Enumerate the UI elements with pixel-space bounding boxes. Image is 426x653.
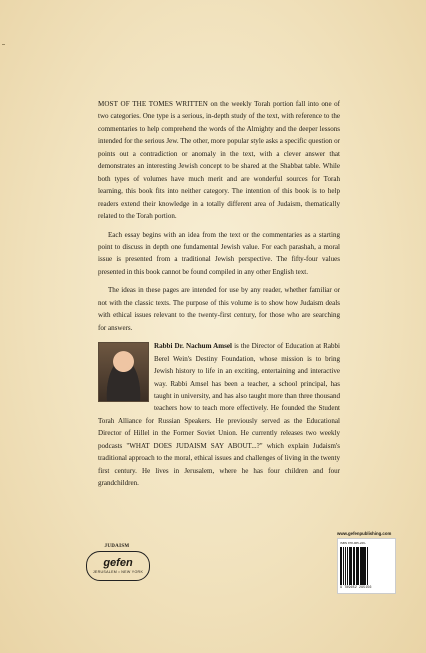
publisher-website: www.gefenpublishing.com xyxy=(337,531,392,536)
isbn-number: 9 789652 295156 xyxy=(340,586,372,590)
barcode-bars xyxy=(340,547,393,585)
crop-mark xyxy=(2,44,5,45)
paragraph-3: The ideas in these pages are intended for use by any reader, whether familiar or not with the classic texts. The purpose of this volume is to show how Judaism deals with ethical issues relevant to the twenty-first century, for those who are searching for answers. xyxy=(98,286,340,332)
author-photo xyxy=(98,342,149,402)
paragraph-1 xyxy=(98,98,340,223)
publisher-cities: JERUSALEM • NEW YORK xyxy=(92,570,144,574)
publisher-logo-word: gefen xyxy=(103,557,133,569)
barcode-top-label: ISBN 978-965-229- xyxy=(340,541,366,545)
author-name: Rabbi Dr. Nachum Amsel xyxy=(154,342,232,351)
author-bio-text: is the Director of Education at Rabbi Berel Wein's Destiny Foundation, whose mission is to bring Jewish history to life in an exciting, entertaining and interactive way. Rabbi Amsel has been a teacher, a school principal, has taught in university, and has also taught more than three thousand teachers how to teach more effectively. He founded the Student Torah Alliance for Russian Speakers. He previously served as the Educational Director of Hillel in the Former Soviet Union. He currently releases two weekly podcasts "WHAT DOES JUDAISM SAY ABOUT...?" which explain Judaism's traditional approach to the moral, ethical issues and challenges of living in the twenty first century. He lives in Jerusalem, where he has four children and four grandchildren. xyxy=(98,342,340,488)
genre-label: JUDAISM xyxy=(104,544,130,549)
publisher-logo xyxy=(86,551,150,581)
paragraph-2: Each essay begins with an idea from the text or the commentaries as a starting point to discuss in depth one fundamental Jewish value. For each parashah, a moral issue is presented from a traditional Jewish perspective. The fifty-four values presented in this book cannot be found compiled in any other English text. xyxy=(98,230,340,276)
blurb-text xyxy=(98,98,340,490)
barcode-block xyxy=(337,531,397,594)
lead-in: MOST OF THE TOMES WRITTEN xyxy=(98,100,208,108)
author-bio xyxy=(98,340,340,489)
paragraph-1-text: on the weekly Torah portion fall into one of two categories. One type is a serious, in-depth study of the text, with reference to the commentaries to help comprehend the words of the Almighty and the deeper lessons intended for the serious Jew. The other, more popular style asks a specific question or points out a contradiction or anomaly in the text, with a clever answer that demonstrates an interesting Jewish concept to be shared at the Shabbat table. While both types of volumes have much merit and are wonderful sources for Torah learning, this book fits into neither category. The intention of this book is to help readers extend their knowledge in a totally different area of Judaism, thematically related to the Torah portion. xyxy=(98,100,340,221)
publisher-block xyxy=(86,544,148,581)
barcode-bar xyxy=(368,547,369,585)
barcode xyxy=(337,538,396,594)
